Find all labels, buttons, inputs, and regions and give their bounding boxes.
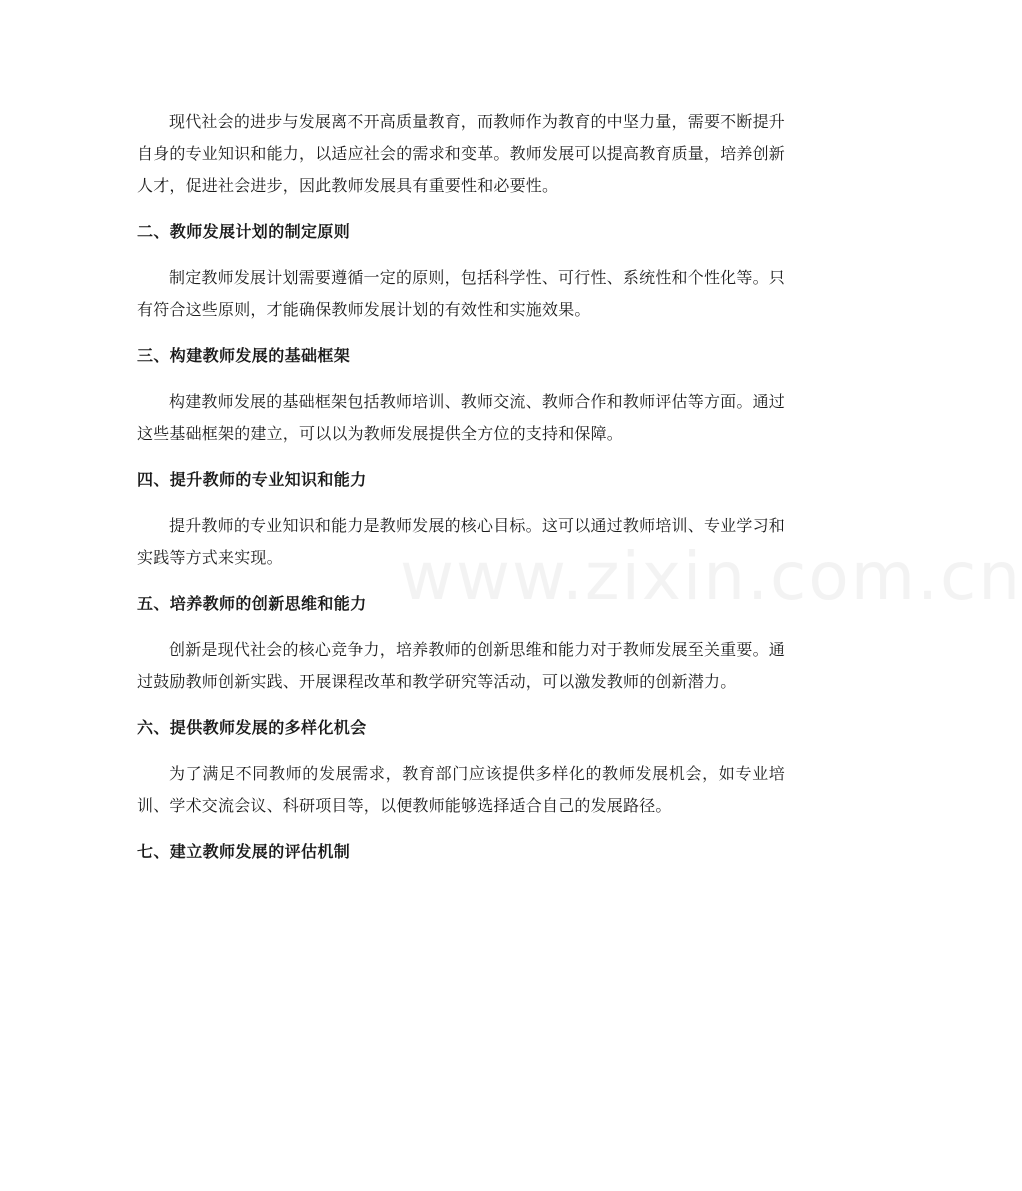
section-heading-4: 四、提升教师的专业知识和能力: [137, 470, 367, 489]
section-body-4: 提升教师的专业知识和能力是教师发展的核心目标。这可以通过教师培训、专业学习和实践等方式来实现。: [137, 516, 785, 567]
watermark-text: www.zixin.com.cn: [400, 538, 1022, 615]
section-body-5: 创新是现代社会的核心竞争力，培养教师的创新思维和能力对于教师发展至关重要。通过鼓励教师创新实践、开展课程改革和教学研究等活动，可以激发教师的创新潜力。: [137, 640, 785, 691]
intro-paragraph: 现代社会的进步与发展离不开高质量教育，而教师作为教育的中坚力量，需要不断提升自身的专业知识和能力，以适应社会的需求和变革。教师发展可以提高教育质量，培养创新人才，促进社会进步，因此教师发展具有重要性和必要性。: [137, 112, 786, 195]
section-heading-5: 五、培养教师的创新思维和能力: [137, 594, 367, 613]
section-heading-6: 六、提供教师发展的多样化机会: [137, 718, 367, 737]
section-body-3: 构建教师发展的基础框架包括教师培训、教师交流、教师合作和教师评估等方面。通过这些基础框架的建立，可以以为教师发展提供全方位的支持和保障。: [137, 392, 785, 443]
section-body-6: 为了满足不同教师的发展需求，教育部门应该提供多样化的教师发展机会，如专业培训、学术交流会议、科研项目等，以便教师能够选择适合自己的发展路径。: [137, 764, 785, 815]
section-heading-7: 七、建立教师发展的评估机制: [137, 842, 351, 861]
section-body-2: 制定教师发展计划需要遵循一定的原则，包括科学性、可行性、系统性和个性化等。只有符合这些原则，才能确保教师发展计划的有效性和实施效果。: [137, 268, 785, 319]
section-heading-2: 二、教师发展计划的制定原则: [137, 222, 351, 241]
document-body: [137, 106, 785, 868]
section-heading-3: 三、构建教师发展的基础框架: [137, 346, 351, 365]
